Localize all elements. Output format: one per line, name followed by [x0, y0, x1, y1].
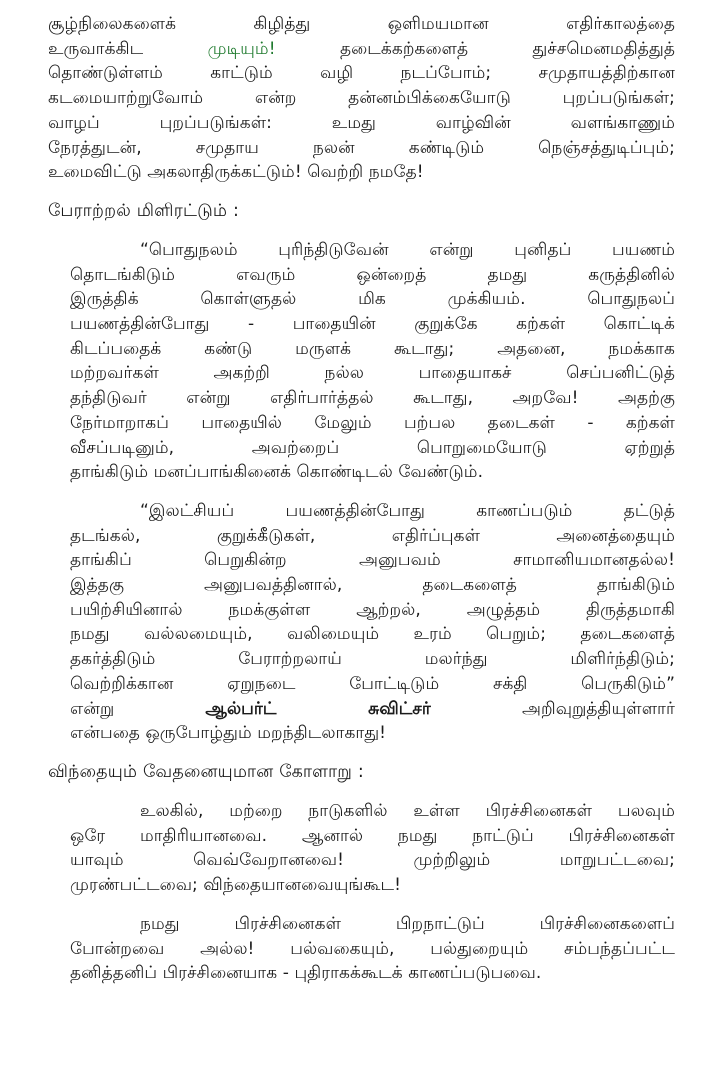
text-line: நமது வல்லமையும், வலிமையும் உரம் பெறும்; தடைகளைத் — [70, 624, 675, 645]
section-heading-strange-trouble: விந்தையும் வேதனையுமான கோளாறு : — [48, 761, 364, 782]
text-line: பயணத்தின்போது - பாதையின் குறுக்கே கற்கள் கொட்டிக் — [70, 314, 675, 335]
text-line: இத்தகு அனுபவத்தினால், தடைகளைத் தாங்கிடும் — [70, 575, 675, 596]
attribution-pre: என்று — [70, 698, 206, 719]
section-heading-power: பேராற்றல் மிளிரட்டும் : — [48, 200, 240, 221]
text-line: தகர்த்திடும் பேராற்றலாய் மலர்ந்து மிளிர்ந்திடும்; — [70, 649, 675, 670]
text-line: யாவும் வெவ்வேறானவை! முற்றிலும் மாறுபட்டவை; — [70, 850, 675, 871]
text-line: வெற்றிக்கான ஏறுநடை போட்டிடும் சக்தி பெருகிடும்” — [70, 673, 675, 694]
text-line: “பொதுநலம் புரிந்திடுவேன் என்று புனிதப் பயணம் — [140, 239, 675, 260]
text-line: முரண்பட்டவை; விந்தையானவையுங்கூட! — [70, 875, 402, 896]
text-line: சூழ்நிலைகளைக் கிழித்து ஒளிமயமான எதிர்காலத்தை — [48, 14, 675, 34]
quote-paragraph-2 — [48, 499, 675, 746]
text-line: உலகில், மற்றை நாடுகளில் உள்ள பிரச்சினைகள் பலவும் — [140, 800, 675, 821]
attribution-line — [70, 697, 675, 722]
attribution-post: அறிவுறுத்தியுள்ளார் — [430, 698, 675, 719]
text-line: மற்றவர்கள் அகற்றி நல்ல பாதையாகச் செப்பனிட்டுத் — [70, 363, 675, 384]
text-line: வீசப்படினும், அவற்றைப் பொறுமையோடு ஏற்றுத் — [70, 437, 675, 458]
attribution-name: ஆல்பர்ட் சுவிட்சர் — [205, 698, 431, 719]
text-line — [48, 37, 675, 62]
text-line: போன்றவை அல்ல! பல்வகையும், பல்துறையும் சம்பந்தப்பட்ட — [70, 938, 675, 959]
text-line: பயிற்சியினால் நமக்குள்ள ஆற்றல், அழுத்தம் திருத்தமாகி — [70, 599, 675, 620]
text-line: வாழப் புறப்படுங்கள்: உமது வாழ்வின் வளங்காணும் — [48, 112, 675, 133]
text-line: ஒரே மாதிரியானவை. ஆனால் நமது நாட்டுப் பிரச்சினைகள் — [70, 825, 675, 846]
spacer — [48, 485, 675, 499]
text-line: தாங்கிடும் மனப்பாங்கினைக் கொண்டிடல் வேண்டும். — [70, 462, 484, 483]
text-line: நேர்மாறாகப் பாதையில் மேலும் பற்பல தடைகள் - கற்கள் — [70, 412, 675, 433]
text-line: தனித்தனிப் பிரச்சினையாக - புதிராகக்கூடக் காணப்படுபவை. — [70, 963, 542, 984]
text-line: கடமையாற்றுவோம் என்ற தன்னம்பிக்கையோடு புறப்படுங்கள்; — [48, 88, 675, 109]
paragraph-our-problems — [48, 912, 675, 986]
text-line: தொடங்கிடும் எவரும் ஒன்றைத் தமது கருத்தினில் — [70, 264, 675, 285]
text-line: கிடப்பதைக் கண்டு மருளக் கூடாது; அதனை, நமக்காக — [70, 338, 675, 359]
text-line: தடங்கல், குறுக்கீடுகள், எதிர்ப்புகள் அனைத்தையும் — [70, 525, 675, 546]
highlighted-word: முடியும்! — [207, 38, 276, 59]
text-line-content: உருவாக்கிட முடியும்! தடைக்கற்களைத் துச்சமெனமதித்துத் — [48, 38, 675, 59]
text-line: தந்திடுவர் என்று எதிர்பார்த்தல் கூடாது, அறவே! அதற்கு — [70, 388, 675, 409]
text-line: தொண்டுள்ளம் காட்டும் வழி நடப்போம்; சமுதாயத்திற்கான — [48, 63, 675, 84]
paragraph-intro — [48, 12, 675, 185]
text-line: தாங்கிப் பெறுகின்ற அனுபவம் சாமானியமானதல்ல! — [70, 550, 675, 571]
spacer — [48, 898, 675, 912]
paragraph-world-problems — [48, 799, 675, 898]
text-line: உமைவிட்டு அகலாதிருக்கட்டும்! வெற்றி நமதே! — [48, 162, 424, 183]
text-line: நமது பிரச்சினைகள் பிறநாட்டுப் பிரச்சினைகளைப் — [140, 913, 675, 934]
text-line: இருத்திக் கொள்ளுதல் மிக முக்கியம். பொதுநலப் — [70, 289, 675, 310]
quote-paragraph-1 — [48, 238, 675, 485]
text-line: என்பதை ஒருபோழ்தும் மறந்திடலாகாது! — [70, 723, 387, 744]
text-line: “இலட்சியப் பயணத்தின்போது காணப்படும் தட்டுத் — [140, 500, 675, 521]
text-line: நேரத்துடன், சமுதாய நலன் கண்டிடும் நெஞ்சத்துடிப்பும்; — [48, 137, 675, 158]
